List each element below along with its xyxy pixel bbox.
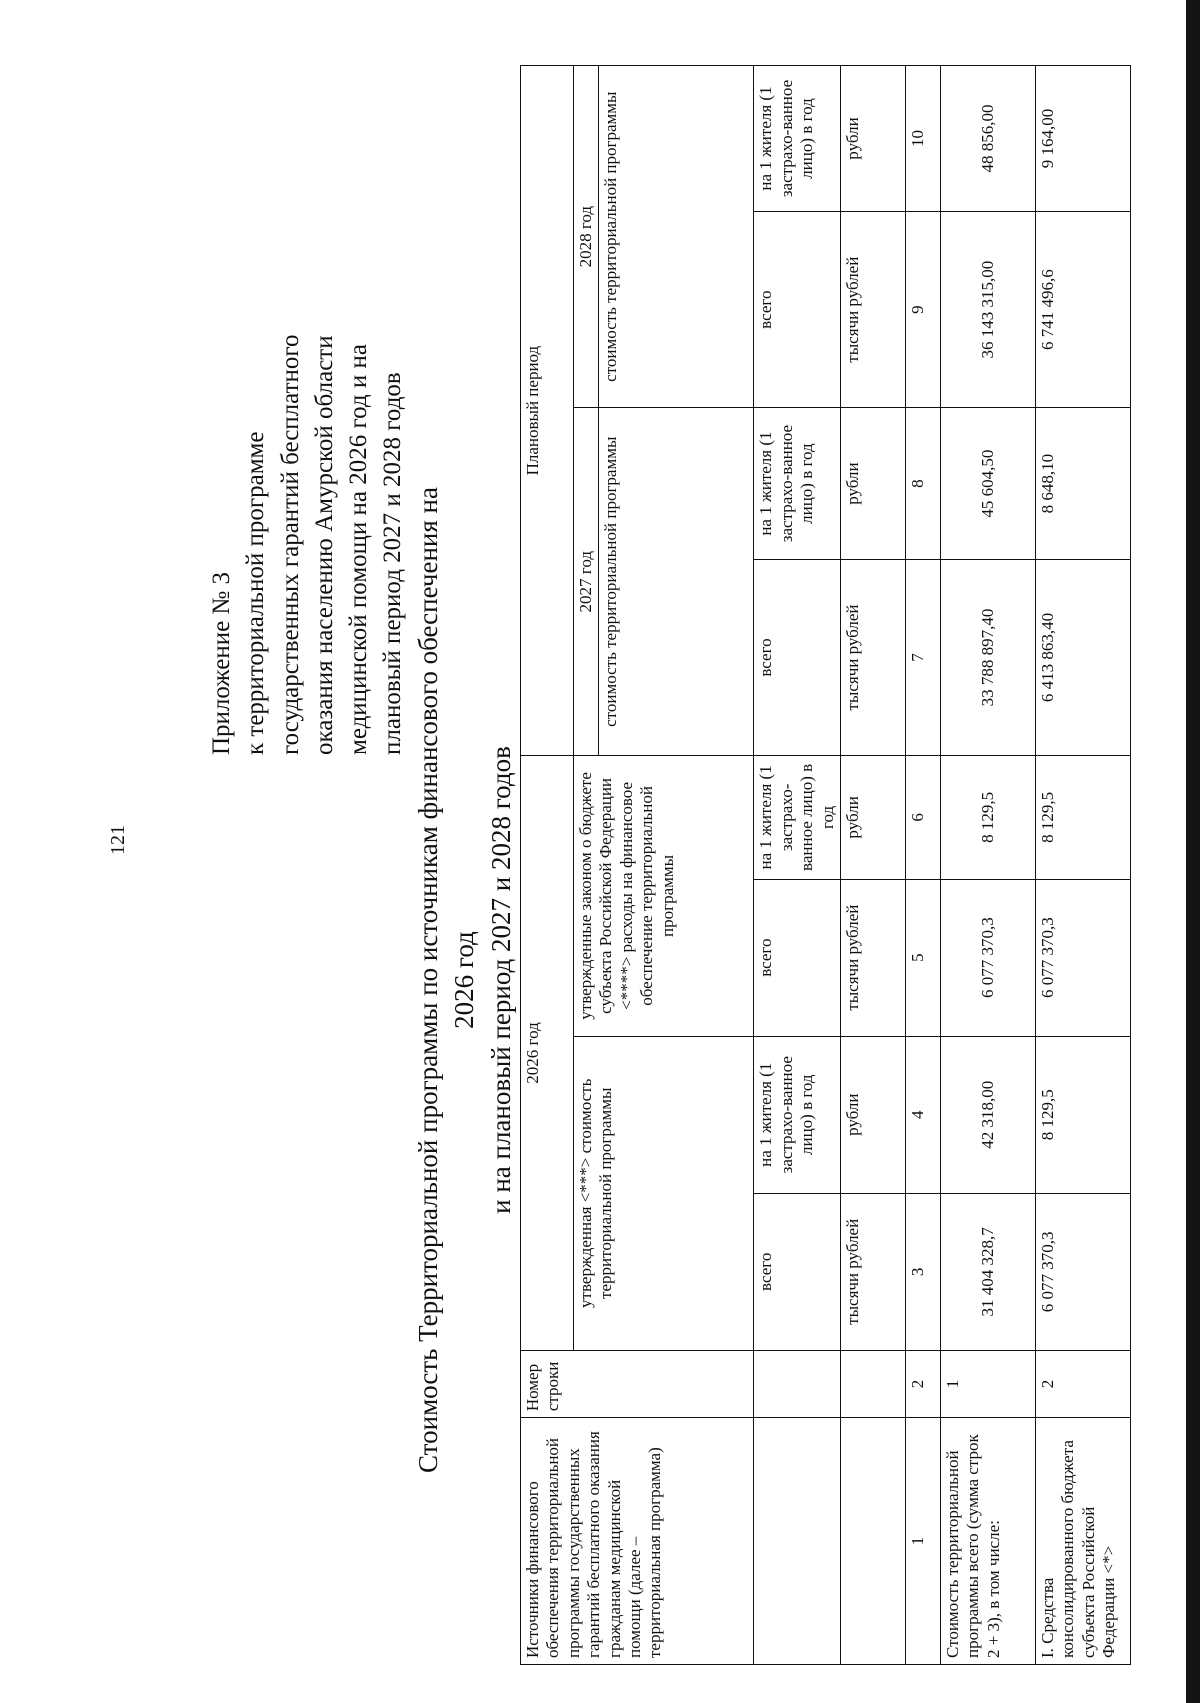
header-per-resident: на 1 жителя (1 застрахо-ванное лицо) в год bbox=[754, 756, 841, 879]
column-number: 8 bbox=[905, 408, 940, 559]
cost-table bbox=[520, 65, 1131, 1665]
header-cost-2027: стоимость территориальной программы bbox=[599, 408, 754, 756]
header-cost-2028: стоимость территориальной программы bbox=[599, 66, 754, 408]
value-cell: 8 129,5 bbox=[1035, 1036, 1130, 1193]
column-number: 7 bbox=[905, 559, 940, 755]
value-cell: 31 404 328,7 bbox=[940, 1193, 1035, 1350]
unit-empty bbox=[840, 1350, 905, 1417]
header-row bbox=[754, 66, 841, 1665]
column-number: 9 bbox=[905, 212, 940, 408]
page-number: 121 bbox=[107, 825, 129, 855]
unit-cell: рубли bbox=[840, 408, 905, 559]
value-cell: 45 604,50 bbox=[940, 408, 1035, 559]
column-number: 1 bbox=[905, 1418, 940, 1665]
appendix-line: оказания населению Амурской области bbox=[310, 335, 338, 755]
header-approved: утвержденная <***> стоимость территориальной программы bbox=[574, 1036, 754, 1350]
value-cell: 42 318,00 bbox=[940, 1036, 1035, 1193]
scan-border bbox=[1186, 0, 1200, 1703]
value-cell: 8 648,10 bbox=[1035, 408, 1130, 559]
header-total: всего bbox=[754, 1193, 841, 1350]
unit-cell: тысячи рублей bbox=[840, 559, 905, 755]
table-row bbox=[940, 66, 1035, 1665]
table-row bbox=[1035, 66, 1130, 1665]
unit-cell: рубли bbox=[840, 1036, 905, 1193]
table-title-line: и на плановый период 2027 и 2028 годов bbox=[485, 746, 516, 1214]
appendix-title: Приложение № 3 bbox=[208, 571, 235, 755]
value-cell: 9 164,00 bbox=[1035, 66, 1130, 212]
column-number: 5 bbox=[905, 879, 940, 1036]
value-cell: 33 788 897,40 bbox=[940, 559, 1035, 755]
unit-cell: тысячи рублей bbox=[840, 879, 905, 1036]
header-year-2028: 2028 год bbox=[574, 66, 599, 408]
header-total: всего bbox=[754, 212, 841, 408]
header-empty bbox=[754, 1418, 841, 1665]
appendix-line: медицинской помощи на 2026 год и на bbox=[345, 344, 372, 755]
appendix-line: к территориальной программе bbox=[242, 431, 270, 755]
value-cell: 8 129,5 bbox=[940, 756, 1035, 879]
value-cell: 6 077 370,3 bbox=[1035, 1193, 1130, 1350]
value-cell: 36 143 315,00 bbox=[940, 212, 1035, 408]
rotated-page bbox=[25, 35, 1155, 1675]
unit-cell: рубли bbox=[840, 66, 905, 212]
header-source: Источники финансового обеспечения территориальной программы государственных гарантий бесплатного оказания гражданам медицинской помощи (далее – территориальная программа) bbox=[521, 1418, 754, 1665]
value-cell: 6 077 370,3 bbox=[940, 879, 1035, 1036]
appendix-line: государственных гарантий бесплатного bbox=[276, 334, 304, 755]
header-total: всего bbox=[754, 879, 841, 1036]
unit-cell: тысячи рублей bbox=[840, 212, 905, 408]
column-number: 10 bbox=[905, 66, 940, 212]
row-label: I. Средства консолидированного бюджета субъекта Российской Федерации <*> bbox=[1035, 1418, 1130, 1665]
column-number: 4 bbox=[905, 1036, 940, 1193]
header-per-resident: на 1 жителя (1 застрахо-ванное лицо) в год bbox=[754, 1036, 841, 1193]
table-title-line: Стоимость Территориальной программы по источникам финансового обеспечения на 2026 год bbox=[413, 487, 480, 1473]
row-label: Стоимость территориальной программы всего (сумма строк 2 + 3), в том числе: bbox=[940, 1418, 1035, 1665]
header-per-resident: на 1 жителя (1 застрахо-ванное лицо) в год bbox=[754, 408, 841, 559]
column-number: 3 bbox=[905, 1193, 940, 1350]
column-number: 2 bbox=[905, 1350, 940, 1417]
unit-empty bbox=[840, 1418, 905, 1665]
header-planned-period: Плановый период bbox=[521, 66, 574, 756]
header-row bbox=[521, 66, 574, 1665]
unit-cell: тысячи рублей bbox=[840, 1193, 905, 1350]
value-cell: 6 413 863,40 bbox=[1035, 559, 1130, 755]
header-row-number: Номер строки bbox=[521, 1350, 754, 1417]
value-cell: 48 856,00 bbox=[940, 66, 1035, 212]
column-number-row bbox=[905, 66, 940, 1665]
header-total: всего bbox=[754, 559, 841, 755]
unit-row bbox=[840, 66, 905, 1665]
header-year-2026: 2026 год bbox=[521, 756, 574, 1351]
appendix-line: плановый период 2027 и 2028 годов bbox=[379, 372, 407, 755]
row-number: 1 bbox=[940, 1350, 1035, 1417]
value-cell: 8 129,5 bbox=[1035, 756, 1130, 879]
header-empty bbox=[754, 1350, 841, 1417]
row-number: 2 bbox=[1035, 1350, 1130, 1417]
header-per-resident: на 1 жителя (1 застрахо-ванное лицо) в год bbox=[754, 66, 841, 212]
table-title bbox=[410, 470, 519, 1490]
header-year-2027: 2027 год bbox=[574, 408, 599, 756]
value-cell: 6 741 496,6 bbox=[1035, 212, 1130, 408]
header-law-approved: утвержденные законом о бюджете субъекта Российской Федерации <****> расходы на финансовое обеспечение территориальной программы bbox=[574, 756, 754, 1037]
unit-cell: рубли bbox=[840, 756, 905, 879]
column-number: 6 bbox=[905, 756, 940, 879]
value-cell: 6 077 370,3 bbox=[1035, 879, 1130, 1036]
appendix-block bbox=[205, 115, 411, 755]
